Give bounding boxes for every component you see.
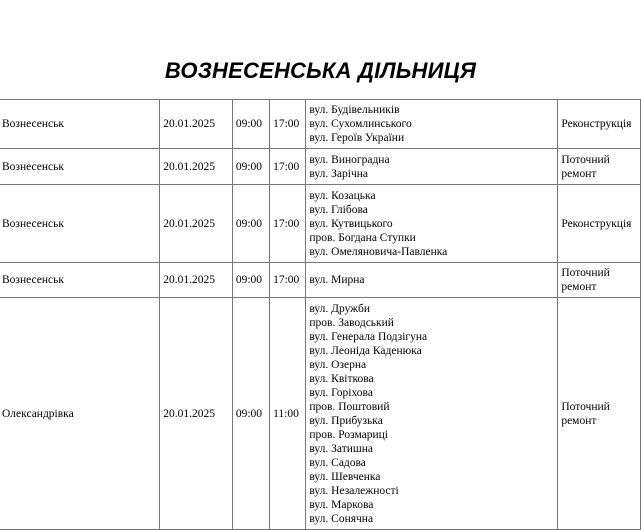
work-type-label: Поточний ремонт bbox=[561, 400, 610, 427]
end-time-cell: 17:00 bbox=[270, 100, 306, 149]
street-item: вул. Генерала Подзігуна bbox=[309, 330, 428, 343]
table-row bbox=[0, 263, 641, 298]
streets-cell bbox=[306, 149, 558, 185]
street-item: вул. Маркова bbox=[309, 498, 374, 511]
date-cell: 20.01.2025 bbox=[160, 298, 233, 530]
street-item: пров. Заводський bbox=[309, 316, 394, 329]
street-item: вул. Сухомлинського bbox=[309, 118, 412, 130]
location-cell: Олександрівка bbox=[0, 298, 160, 530]
street-item: вул. Прибузька bbox=[309, 414, 383, 427]
street-item: вул. Дружби bbox=[309, 302, 370, 315]
location-cell: Вознесенськ bbox=[0, 263, 160, 298]
work-type-cell bbox=[558, 298, 641, 530]
streets-cell bbox=[306, 100, 558, 149]
end-time-cell: 11:00 bbox=[270, 298, 306, 530]
table-row bbox=[0, 298, 641, 530]
date-cell: 20.01.2025 bbox=[160, 100, 233, 149]
table-row bbox=[0, 185, 641, 263]
location-cell: Вознесенськ bbox=[0, 185, 160, 263]
date-cell: 20.01.2025 bbox=[160, 149, 233, 185]
street-item: пров. Богдана Ступки bbox=[309, 231, 416, 244]
location-cell: Вознесенськ bbox=[0, 149, 160, 185]
street-item: вул. Глібова bbox=[309, 203, 368, 216]
date-cell: 20.01.2025 bbox=[160, 263, 233, 298]
start-time-cell: 09:00 bbox=[232, 149, 269, 185]
street-item: вул. Незалежності bbox=[309, 484, 399, 497]
start-time-cell: 09:00 bbox=[232, 263, 269, 298]
street-item: пров. Розмариці bbox=[309, 428, 389, 441]
street-item: вул. Героїв України bbox=[309, 132, 405, 144]
start-time-cell: 09:00 bbox=[232, 185, 269, 263]
street-item: вул. Затишна bbox=[309, 442, 374, 455]
work-type-cell bbox=[558, 149, 641, 185]
work-type-cell bbox=[558, 263, 641, 298]
street-item: вул. Козацька bbox=[309, 189, 376, 202]
street-item: пров. Поштовий bbox=[309, 400, 390, 413]
street-item: вул. Зарічна bbox=[309, 167, 368, 180]
streets-cell bbox=[306, 185, 558, 263]
street-item: вул. Омеляновича-Павленка bbox=[309, 245, 448, 258]
work-type-label: Реконструкція bbox=[561, 217, 632, 230]
table-row bbox=[0, 100, 641, 149]
work-type-cell bbox=[558, 185, 641, 263]
street-item: вул. Шевченка bbox=[309, 470, 381, 483]
street-item: вул. Виноградна bbox=[309, 153, 390, 166]
location-cell: Вознесенськ bbox=[0, 100, 160, 149]
outage-schedule-table bbox=[0, 99, 641, 530]
street-item: вул. Горіхова bbox=[309, 386, 373, 399]
end-time-cell: 17:00 bbox=[270, 149, 306, 185]
street-item: вул. Кутвицького bbox=[309, 217, 393, 230]
street-item: вул. Сонячна bbox=[309, 512, 374, 525]
table-row bbox=[0, 149, 641, 185]
end-time-cell: 17:00 bbox=[270, 185, 306, 263]
start-time-cell: 09:00 bbox=[232, 298, 269, 530]
work-type-label: Реконструкція bbox=[561, 118, 632, 130]
work-type-label: Поточний ремонт bbox=[561, 267, 610, 293]
work-type-label: Поточний ремонт bbox=[561, 153, 610, 180]
work-type-cell bbox=[558, 100, 641, 149]
street-item: вул. Леоніда Каденюка bbox=[309, 344, 422, 357]
end-time-cell: 17:00 bbox=[270, 263, 306, 298]
date-cell: 20.01.2025 bbox=[160, 185, 233, 263]
streets-cell bbox=[306, 298, 558, 530]
street-item: вул. Будівельників bbox=[309, 104, 400, 116]
street-item: вул. Квіткова bbox=[309, 372, 374, 385]
streets-cell bbox=[306, 263, 558, 298]
street-item: вул. Садова bbox=[309, 456, 366, 469]
street-item: вул. Мирна bbox=[309, 274, 365, 286]
page-title: ВОЗНЕСЕНСЬКА ДІЛЬНИЦЯ bbox=[164, 58, 477, 83]
start-time-cell: 09:00 bbox=[232, 100, 269, 149]
street-item: вул. Озерна bbox=[309, 358, 367, 371]
